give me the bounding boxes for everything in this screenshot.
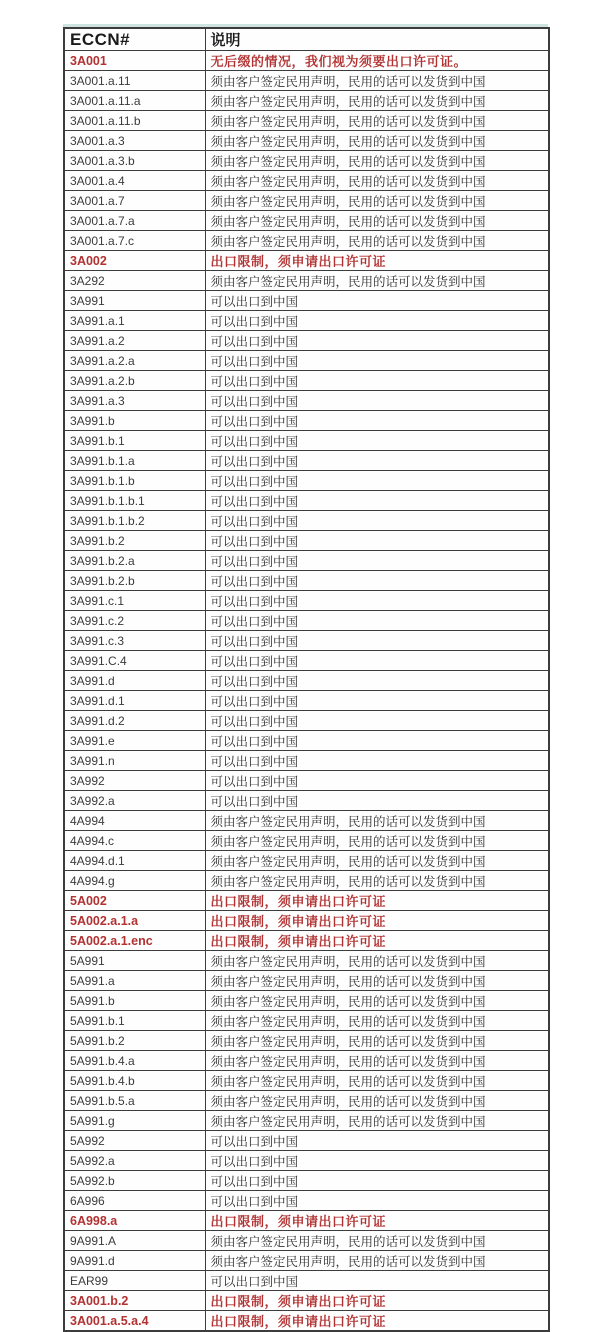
eccn-cell: 4A994.d.1	[64, 851, 205, 871]
desc-cell: 可以出口到中国	[205, 471, 549, 491]
table-row	[64, 111, 549, 131]
desc-cell: 可以出口到中国	[205, 1131, 549, 1151]
table-row	[64, 1271, 549, 1291]
eccn-cell: 3A001.a.7	[64, 191, 205, 211]
eccn-cell: 3A991.b.2.a	[64, 551, 205, 571]
eccn-cell: 3A001.b.2	[64, 1291, 205, 1311]
desc-cell: 出口限制，须申请出口许可证	[205, 931, 549, 951]
table-row	[64, 851, 549, 871]
column-header-eccn: ECCN#	[64, 28, 205, 51]
table-row	[64, 511, 549, 531]
eccn-cell: 5A991.b.4.a	[64, 1051, 205, 1071]
eccn-cell: 3A991.b.1.b.1	[64, 491, 205, 511]
table-row	[64, 951, 549, 971]
table-row	[64, 291, 549, 311]
desc-cell: 出口限制，须申请出口许可证	[205, 251, 549, 271]
eccn-cell: 5A002	[64, 891, 205, 911]
desc-cell: 须由客户签定民用声明，民用的话可以发货到中国	[205, 851, 549, 871]
table-row	[64, 651, 549, 671]
eccn-cell: 3A992.a	[64, 791, 205, 811]
desc-cell: 须由客户签定民用声明，民用的话可以发货到中国	[205, 1071, 549, 1091]
desc-cell: 须由客户签定民用声明，民用的话可以发货到中国	[205, 191, 549, 211]
table-row	[64, 271, 549, 291]
table-row	[64, 671, 549, 691]
desc-cell: 可以出口到中国	[205, 611, 549, 631]
desc-cell: 可以出口到中国	[205, 451, 549, 471]
desc-cell: 可以出口到中国	[205, 351, 549, 371]
desc-cell: 可以出口到中国	[205, 571, 549, 591]
table-row	[64, 1111, 549, 1131]
eccn-cell: EAR99	[64, 1271, 205, 1291]
desc-cell: 须由客户签定民用声明，民用的话可以发货到中国	[205, 171, 549, 191]
table-row	[64, 351, 549, 371]
table-row	[64, 691, 549, 711]
eccn-cell: 3A001.a.5.a.4	[64, 1311, 205, 1332]
eccn-cell: 3A991.b.1.b	[64, 471, 205, 491]
table-row	[64, 1131, 549, 1151]
eccn-cell: 3A991.C.4	[64, 651, 205, 671]
desc-cell: 出口限制，须申请出口许可证	[205, 1291, 549, 1311]
desc-cell: 可以出口到中国	[205, 291, 549, 311]
eccn-cell: 5A991.g	[64, 1111, 205, 1131]
desc-cell: 可以出口到中国	[205, 331, 549, 351]
eccn-cell: 3A991.d	[64, 671, 205, 691]
table-row	[64, 911, 549, 931]
table-row	[64, 1011, 549, 1031]
eccn-cell: 3A992	[64, 771, 205, 791]
eccn-cell: 5A991.b	[64, 991, 205, 1011]
table-row	[64, 1291, 549, 1311]
eccn-cell: 3A001.a.11.a	[64, 91, 205, 111]
table-row	[64, 1191, 549, 1211]
eccn-cell: 3A001.a.4	[64, 171, 205, 191]
eccn-cell: 3A001.a.11.b	[64, 111, 205, 131]
desc-cell: 出口限制，须申请出口许可证	[205, 1211, 549, 1231]
desc-cell: 须由客户签定民用声明，民用的话可以发货到中国	[205, 971, 549, 991]
eccn-cell: 3A002	[64, 251, 205, 271]
table-row	[64, 551, 549, 571]
table-row	[64, 831, 549, 851]
table-row	[64, 1071, 549, 1091]
table-row	[64, 871, 549, 891]
table-row	[64, 471, 549, 491]
table-row	[64, 451, 549, 471]
eccn-cell: 3A991.c.3	[64, 631, 205, 651]
eccn-cell: 3A001.a.7.a	[64, 211, 205, 231]
eccn-table-container	[63, 24, 548, 1332]
table-row	[64, 571, 549, 591]
eccn-cell: 3A991.d.1	[64, 691, 205, 711]
eccn-cell: 4A994.g	[64, 871, 205, 891]
table-row	[64, 171, 549, 191]
table-row	[64, 931, 549, 951]
table-row	[64, 371, 549, 391]
eccn-cell: 5A991.b.1	[64, 1011, 205, 1031]
desc-cell: 须由客户签定民用声明，民用的话可以发货到中国	[205, 991, 549, 1011]
eccn-cell: 3A991.a.2.b	[64, 371, 205, 391]
eccn-cell: 3A991.b.1.b.2	[64, 511, 205, 531]
eccn-cell: 4A994.c	[64, 831, 205, 851]
desc-cell: 可以出口到中国	[205, 591, 549, 611]
table-row	[64, 711, 549, 731]
desc-cell: 可以出口到中国	[205, 391, 549, 411]
eccn-cell: 3A991.b.2	[64, 531, 205, 551]
desc-cell: 可以出口到中国	[205, 671, 549, 691]
desc-cell: 可以出口到中国	[205, 531, 549, 551]
eccn-cell: 5A991	[64, 951, 205, 971]
table-row	[64, 331, 549, 351]
table-row	[64, 71, 549, 91]
desc-cell: 可以出口到中国	[205, 751, 549, 771]
desc-cell: 可以出口到中国	[205, 711, 549, 731]
eccn-cell: 3A001	[64, 51, 205, 71]
eccn-cell: 3A991.a.2.a	[64, 351, 205, 371]
desc-cell: 须由客户签定民用声明，民用的话可以发货到中国	[205, 271, 549, 291]
table-row	[64, 771, 549, 791]
eccn-cell: 3A991.c.1	[64, 591, 205, 611]
table-row	[64, 791, 549, 811]
desc-cell: 可以出口到中国	[205, 511, 549, 531]
eccn-cell: 6A998.a	[64, 1211, 205, 1231]
desc-cell: 须由客户签定民用声明，民用的话可以发货到中国	[205, 811, 549, 831]
eccn-cell: 3A991	[64, 291, 205, 311]
eccn-cell: 3A991.b.2.b	[64, 571, 205, 591]
eccn-cell: 3A991.c.2	[64, 611, 205, 631]
table-row	[64, 251, 549, 271]
desc-cell: 须由客户签定民用声明，民用的话可以发货到中国	[205, 1251, 549, 1271]
eccn-cell: 3A001.a.7.c	[64, 231, 205, 251]
desc-cell: 出口限制，须申请出口许可证	[205, 911, 549, 931]
eccn-cell: 3A001.a.3.b	[64, 151, 205, 171]
table-row	[64, 1251, 549, 1271]
table-header	[64, 28, 549, 51]
desc-cell: 可以出口到中国	[205, 371, 549, 391]
eccn-cell: 3A991.e	[64, 731, 205, 751]
desc-cell: 出口限制，须申请出口许可证	[205, 891, 549, 911]
table-row	[64, 751, 549, 771]
desc-cell: 可以出口到中国	[205, 1271, 549, 1291]
eccn-cell: 3A292	[64, 271, 205, 291]
table-row	[64, 1051, 549, 1071]
desc-cell: 可以出口到中国	[205, 771, 549, 791]
desc-cell: 须由客户签定民用声明，民用的话可以发货到中国	[205, 131, 549, 151]
eccn-cell: 5A991.a	[64, 971, 205, 991]
desc-cell: 须由客户签定民用声明，民用的话可以发货到中国	[205, 1031, 549, 1051]
desc-cell: 须由客户签定民用声明，民用的话可以发货到中国	[205, 211, 549, 231]
eccn-table	[63, 27, 550, 1332]
desc-cell: 可以出口到中国	[205, 791, 549, 811]
desc-cell: 须由客户签定民用声明，民用的话可以发货到中国	[205, 91, 549, 111]
table-row	[64, 731, 549, 751]
desc-cell: 须由客户签定民用声明，民用的话可以发货到中国	[205, 71, 549, 91]
desc-cell: 可以出口到中国	[205, 411, 549, 431]
desc-cell: 可以出口到中国	[205, 1171, 549, 1191]
desc-cell: 可以出口到中国	[205, 551, 549, 571]
desc-cell: 须由客户签定民用声明，民用的话可以发货到中国	[205, 951, 549, 971]
desc-cell: 可以出口到中国	[205, 1191, 549, 1211]
desc-cell: 须由客户签定民用声明，民用的话可以发货到中国	[205, 111, 549, 131]
table-row	[64, 891, 549, 911]
eccn-cell: 5A992	[64, 1131, 205, 1151]
eccn-cell: 3A991.d.2	[64, 711, 205, 731]
table-row	[64, 411, 549, 431]
desc-cell: 须由客户签定民用声明，民用的话可以发货到中国	[205, 871, 549, 891]
desc-cell: 须由客户签定民用声明，民用的话可以发货到中国	[205, 1051, 549, 1071]
table-row	[64, 591, 549, 611]
table-row	[64, 811, 549, 831]
table-row	[64, 611, 549, 631]
eccn-cell: 5A992.b	[64, 1171, 205, 1191]
table-row	[64, 491, 549, 511]
table-row	[64, 91, 549, 111]
eccn-cell: 3A991.a.1	[64, 311, 205, 331]
eccn-cell: 3A991.a.3	[64, 391, 205, 411]
desc-cell: 须由客户签定民用声明，民用的话可以发货到中国	[205, 1111, 549, 1131]
table-row	[64, 1211, 549, 1231]
column-header-description: 说明	[205, 28, 549, 51]
eccn-cell: 6A996	[64, 1191, 205, 1211]
desc-cell: 可以出口到中国	[205, 651, 549, 671]
desc-cell: 可以出口到中国	[205, 1151, 549, 1171]
desc-cell: 可以出口到中国	[205, 491, 549, 511]
table-row	[64, 431, 549, 451]
eccn-cell: 5A992.a	[64, 1151, 205, 1171]
eccn-cell: 3A991.a.2	[64, 331, 205, 351]
eccn-cell: 9A991.d	[64, 1251, 205, 1271]
desc-cell: 无后缀的情况，我们视为须要出口许可证。	[205, 51, 549, 71]
table-row	[64, 191, 549, 211]
eccn-cell: 5A991.b.4.b	[64, 1071, 205, 1091]
table-row	[64, 1031, 549, 1051]
desc-cell: 出口限制，须申请出口许可证	[205, 1311, 549, 1332]
table-row	[64, 51, 549, 71]
table-row	[64, 231, 549, 251]
table-row	[64, 631, 549, 651]
eccn-cell: 5A991.b.5.a	[64, 1091, 205, 1111]
table-row	[64, 151, 549, 171]
table-row	[64, 1151, 549, 1171]
desc-cell: 可以出口到中国	[205, 431, 549, 451]
eccn-cell: 5A991.b.2	[64, 1031, 205, 1051]
table-row	[64, 311, 549, 331]
eccn-cell: 5A002.a.1.enc	[64, 931, 205, 951]
table-row	[64, 531, 549, 551]
desc-cell: 须由客户签定民用声明，民用的话可以发货到中国	[205, 1231, 549, 1251]
table-row	[64, 1091, 549, 1111]
desc-cell: 可以出口到中国	[205, 311, 549, 331]
eccn-cell: 3A991.b	[64, 411, 205, 431]
eccn-cell: 3A001.a.3	[64, 131, 205, 151]
table-row	[64, 1231, 549, 1251]
desc-cell: 须由客户签定民用声明，民用的话可以发货到中国	[205, 831, 549, 851]
table-row	[64, 211, 549, 231]
desc-cell: 须由客户签定民用声明，民用的话可以发货到中国	[205, 151, 549, 171]
eccn-cell: 3A991.b.1.a	[64, 451, 205, 471]
header-row	[64, 28, 549, 51]
eccn-cell: 9A991.A	[64, 1231, 205, 1251]
desc-cell: 可以出口到中国	[205, 731, 549, 751]
table-row	[64, 1171, 549, 1191]
desc-cell: 须由客户签定民用声明，民用的话可以发货到中国	[205, 231, 549, 251]
table-row	[64, 1311, 549, 1332]
desc-cell: 须由客户签定民用声明，民用的话可以发货到中国	[205, 1011, 549, 1031]
table-body	[64, 51, 549, 1332]
eccn-cell: 3A991.n	[64, 751, 205, 771]
table-row	[64, 391, 549, 411]
desc-cell: 可以出口到中国	[205, 691, 549, 711]
eccn-cell: 4A994	[64, 811, 205, 831]
eccn-cell: 3A991.b.1	[64, 431, 205, 451]
desc-cell: 须由客户签定民用声明，民用的话可以发货到中国	[205, 1091, 549, 1111]
table-row	[64, 991, 549, 1011]
desc-cell: 可以出口到中国	[205, 631, 549, 651]
eccn-cell: 5A002.a.1.a	[64, 911, 205, 931]
table-row	[64, 131, 549, 151]
eccn-cell: 3A001.a.11	[64, 71, 205, 91]
table-row	[64, 971, 549, 991]
